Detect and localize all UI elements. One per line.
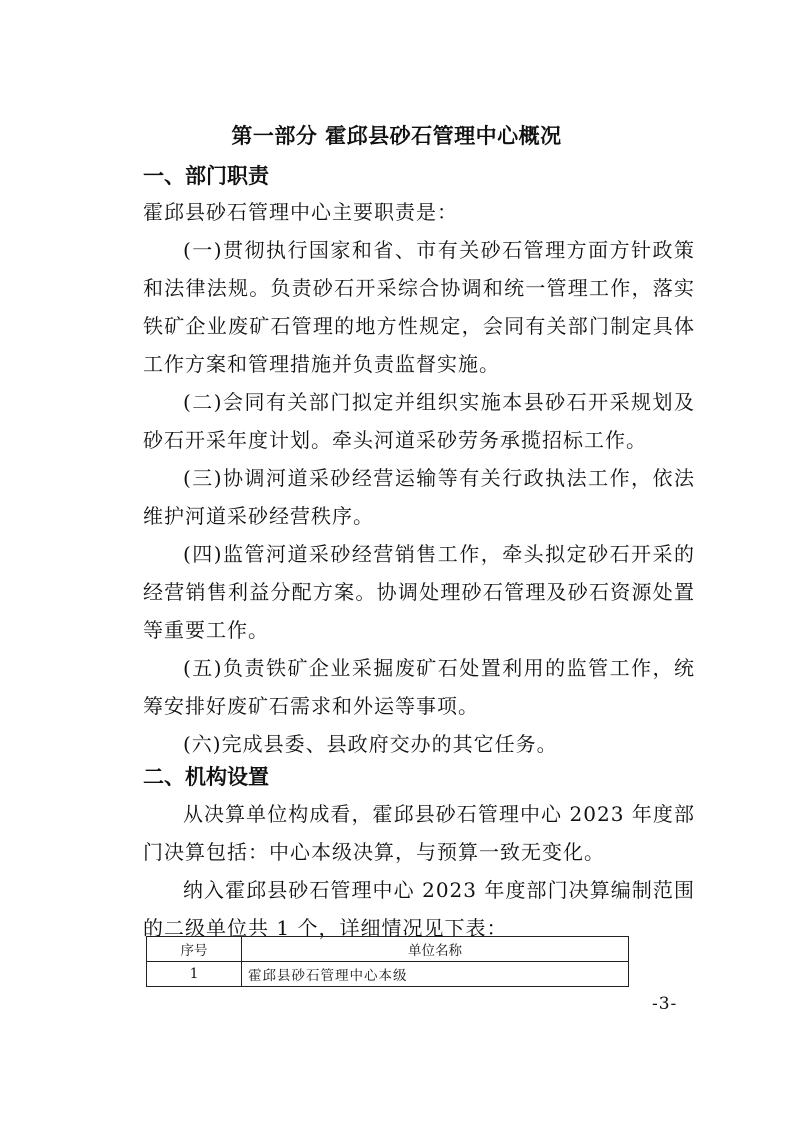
duties-intro: 霍邱县砂石管理中心主要职责是： [143,200,458,224]
duty-item-2: (二)会同有关部门拟定并组织实施本县砂石开采规划及砂石开采年度计划。牵头河道采砂劳务承揽招标工作。 [143,390,695,452]
duty-item-6: (六)完成县委、县政府交办的其它任务。 [183,732,558,756]
duty-item-4: (四)监管河道采砂经营销售工作，牵头拟定砂石开采的经营销售利益分配方案。协调处理砂石管理及砂石资源处置等重要工作。 [143,542,695,642]
structure-paragraph-2: 纳入霍邱县砂石管理中心 2023 年度部门决算编制范围的二级单位共 1 个，详细情况见下表： [143,878,695,940]
section-heading-duties: 一、部门职责 [143,164,269,188]
table-row [147,962,629,987]
duty-item-1: (一)贯彻执行国家和省、市有关砂石管理方面方针政策和法律法规。负责砂石开采综合协调和统一管理工作，落实铁矿企业废矿石管理的地方性规定，会同有关部门制定具体工作方案和管理措施并负责监督实施。 [143,238,695,376]
page-number: -3- [652,994,678,1014]
section-heading-structure: 二、机构设置 [143,765,269,789]
header-unit-name: 单位名称 [242,937,629,962]
cell-unit-name: 霍邱县砂石管理中心本级 [242,962,629,987]
structure-paragraph-1: 从决算单位构成看，霍邱县砂石管理中心 2023 年度部门决算包括：中心本级决算，与预算一致无变化。 [143,802,695,864]
page-title: 第一部分 霍邱县砂石管理中心概况 [231,124,562,148]
cell-serial-number: 1 [147,962,242,987]
duty-item-3: (三)协调河道采砂经营运输等有关行政执法工作，依法维护河道采砂经营秩序。 [143,466,695,528]
unit-table [146,936,629,987]
table-header-row [147,937,629,962]
duty-item-5: (五)负责铁矿企业采掘废矿石处置利用的监管工作，统筹安排好废矿石需求和外运等事项。 [143,656,695,718]
header-serial-number: 序号 [147,937,242,962]
